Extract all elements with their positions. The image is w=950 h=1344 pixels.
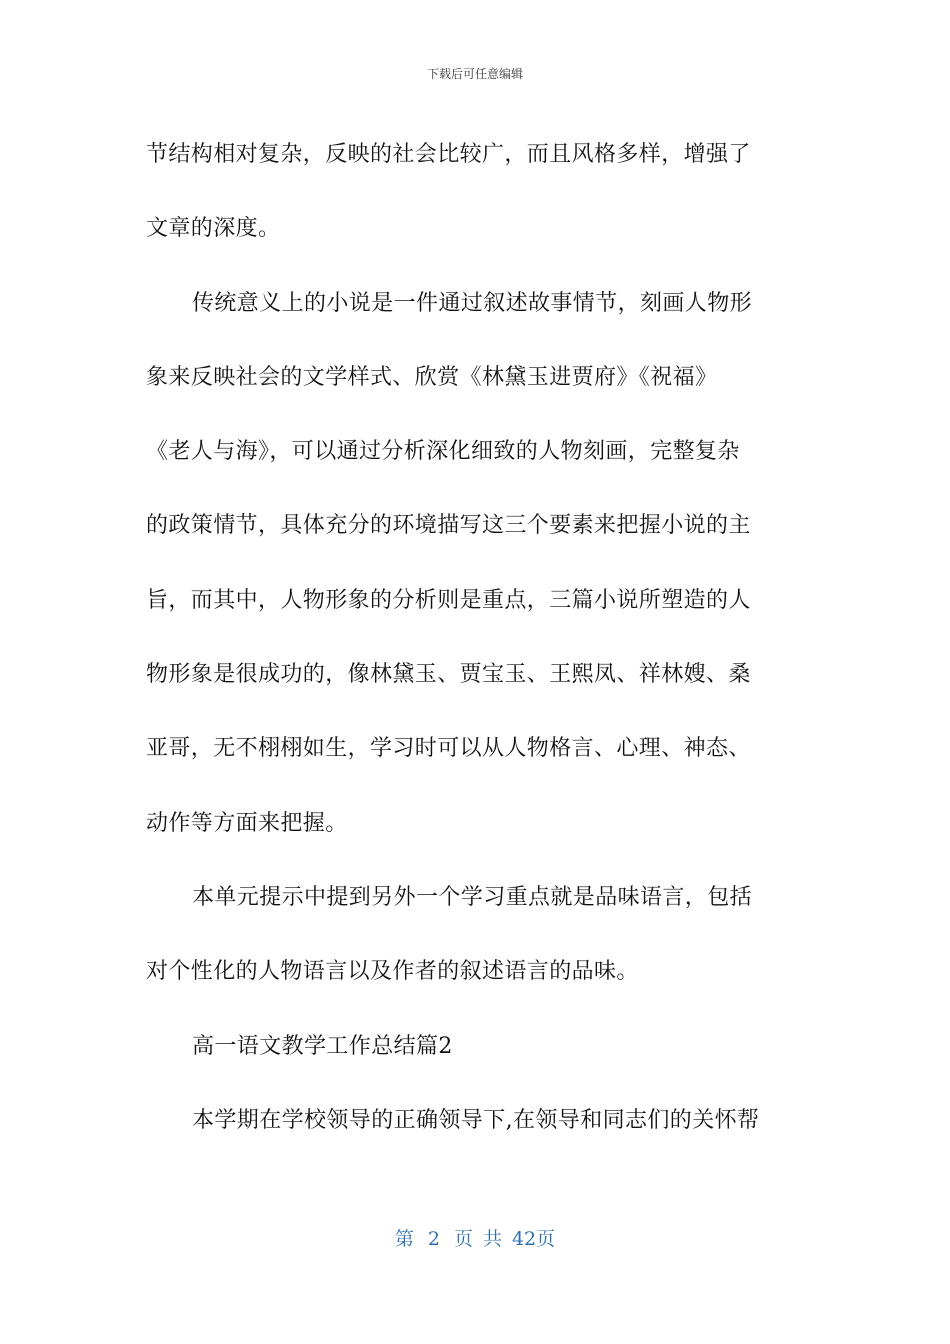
paragraph-line: 亚哥，无不栩栩如生，学习时可以从人物格言、心理、神态、 — [146, 736, 751, 762]
footer-total-pages: 42页 — [511, 1228, 556, 1250]
paragraph-line: 象来反映社会的文学样式、欣赏《林黛玉进贾府》《祝福》 — [146, 364, 718, 390]
paragraph-line: 文章的深度。 — [146, 216, 281, 242]
paragraph-line: 节结构相对复杂，反映的社会比较广，而且风格多样，增强了 — [146, 142, 751, 167]
paragraph-line: 传统意义上的小说是一件通过叙述故事情节，刻画人物形 — [192, 290, 753, 316]
paragraph-line: 的政策情节，具体充分的环境描写这三个要素来把握小说的主 — [146, 513, 751, 539]
page-footer — [0, 1226, 950, 1252]
paragraph-line: 《老人与海》，可以通过分析深化细致的人物刻画，完整复杂 — [146, 439, 740, 465]
document-body — [146, 118, 796, 1158]
paragraph-line: 本学期在学校领导的正确领导下,在领导和同志们的关怀帮 — [192, 1107, 760, 1133]
footer-gong: 共 — [482, 1228, 502, 1250]
page-header-note: 下载后可任意编辑 — [426, 67, 523, 81]
paragraph-line: 动作等方面来把握。 — [146, 810, 348, 836]
paragraph-line: 本单元提示中提到另外一个学习重点就是品味语言，包括 — [192, 884, 753, 910]
footer-di: 第 — [394, 1228, 414, 1250]
section-heading: 高一语文教学工作总结篇2 — [192, 1033, 453, 1059]
footer-current-page: 2 — [427, 1228, 440, 1250]
paragraph-line: 旨，而其中，人物形象的分析则是重点，三篇小说所塑造的人 — [146, 587, 751, 613]
paragraph-line: 物形象是很成功的，像林黛玉、贾宝玉、王熙凤、祥林嫂、桑 — [146, 662, 751, 688]
paragraph-line: 对个性化的人物语言以及作者的叙述语言的品味。 — [146, 959, 639, 985]
footer-ye: 页 — [453, 1228, 473, 1250]
